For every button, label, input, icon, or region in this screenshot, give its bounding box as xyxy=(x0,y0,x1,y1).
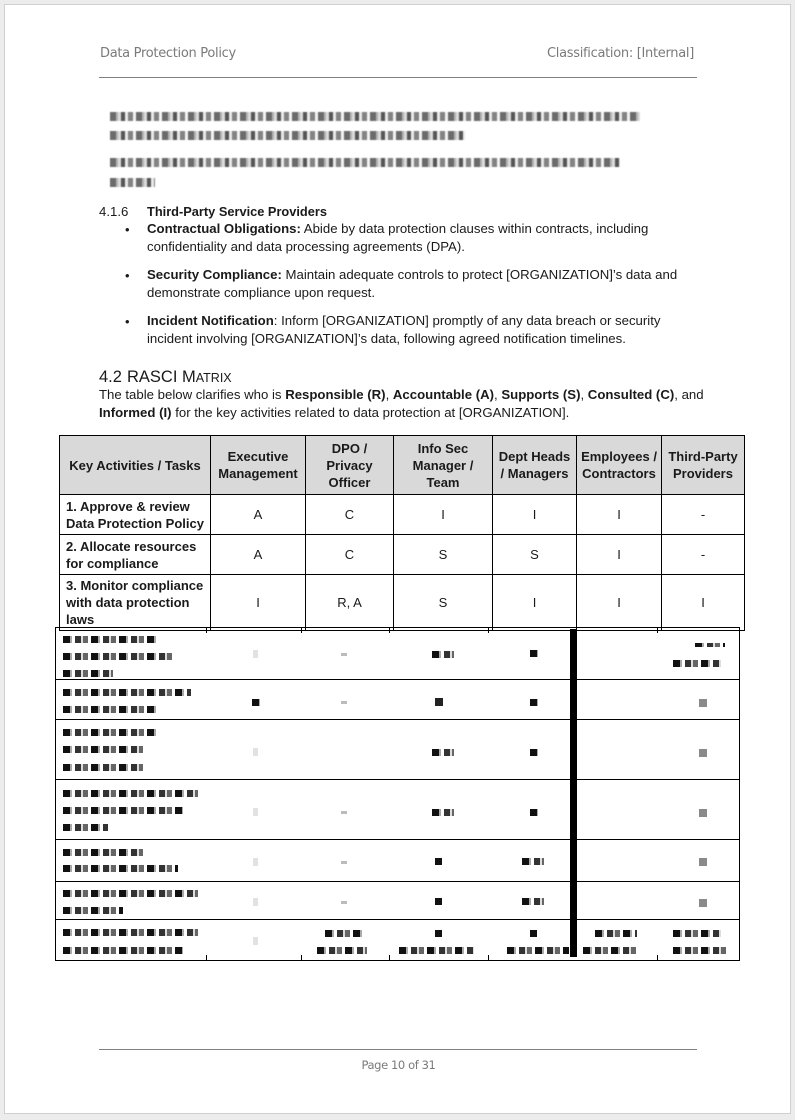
intro-paragraph-line1: The table below clarifies who is Responsible (R), Accountable (A), Supports (S), Consulted (C), and xyxy=(99,387,704,402)
rasci-cell: A xyxy=(211,535,306,575)
task-cell: 3. Monitor compliance with data protection laws xyxy=(60,575,211,631)
bullet-icon: • xyxy=(125,268,130,283)
column-header: Employees / Contractors xyxy=(577,436,662,495)
table-header-row xyxy=(60,436,745,495)
task-cell: 2. Allocate resources for compliance xyxy=(60,535,211,575)
bullet-icon: • xyxy=(125,222,130,237)
table-row xyxy=(60,495,745,535)
subsection-number: 4.1.6 xyxy=(99,204,129,219)
header-rule xyxy=(99,77,697,78)
redacted-row xyxy=(55,882,740,920)
rasci-cell: I xyxy=(493,575,577,631)
footer-rule xyxy=(99,1049,697,1050)
redacted-row xyxy=(55,840,740,882)
header-title: Data Protection Policy xyxy=(100,46,236,61)
rasci-cell: I xyxy=(577,575,662,631)
rasci-cell: C xyxy=(306,495,394,535)
rasci-cell: S xyxy=(394,535,493,575)
bullet-item-cont: incident involving [ORGANIZATION]’s data, following agreed notification timelines. xyxy=(147,331,626,346)
table-row xyxy=(60,575,745,631)
rasci-cell: S xyxy=(493,535,577,575)
rasci-cell: A xyxy=(211,495,306,535)
redacted-row xyxy=(55,920,740,961)
redacted-row xyxy=(55,680,740,720)
header-classification: Classification: [Internal] xyxy=(547,46,694,61)
rasci-cell: I xyxy=(394,495,493,535)
column-header: Info Sec Manager / Team xyxy=(394,436,493,495)
rasci-cell: - xyxy=(662,535,745,575)
column-header: Dept Heads / Managers xyxy=(493,436,577,495)
rasci-cell: R, A xyxy=(306,575,394,631)
redaction-bar xyxy=(570,629,577,957)
page-number: Page 10 of 31 xyxy=(361,1058,436,1072)
bullet-item-cont: confidentiality and data processing agreements (DPA). xyxy=(147,239,465,254)
column-header: Key Activities / Tasks xyxy=(60,436,211,495)
document-page xyxy=(4,4,791,1114)
rasci-table xyxy=(59,435,745,631)
rasci-cell: I xyxy=(662,575,745,631)
rasci-cell: I xyxy=(211,575,306,631)
bullet-item: Security Compliance: Maintain adequate controls to protect [ORGANIZATION]’s data and xyxy=(147,267,678,282)
rasci-cell: C xyxy=(306,535,394,575)
bullet-item: Incident Notification: Inform [ORGANIZATION] promptly of any data breach or security xyxy=(147,313,661,328)
bullet-icon: • xyxy=(125,314,130,329)
column-header: Executive Management xyxy=(211,436,306,495)
column-header: Third-Party Providers xyxy=(662,436,745,495)
rasci-cell: I xyxy=(577,535,662,575)
rasci-cell: - xyxy=(662,495,745,535)
column-header: DPO / Privacy Officer xyxy=(306,436,394,495)
rasci-cell: I xyxy=(577,495,662,535)
table-row xyxy=(60,535,745,575)
subsection-title: Third-Party Service Providers xyxy=(147,204,327,219)
rasci-cell: I xyxy=(493,495,577,535)
rasci-cell: S xyxy=(394,575,493,631)
task-cell: 1. Approve & review Data Protection Policy xyxy=(60,495,211,535)
bullet-item: Contractual Obligations: Abide by data protection clauses within contracts, including xyxy=(147,221,649,236)
bullet-item-cont: demonstrate compliance upon request. xyxy=(147,285,375,300)
intro-paragraph-line2: Informed (I) for the key activities related to data protection at [ORGANIZATION]. xyxy=(99,405,570,420)
section-heading: 4.2 RASCI MATRIX xyxy=(99,368,232,386)
redacted-table-rows xyxy=(55,627,740,961)
